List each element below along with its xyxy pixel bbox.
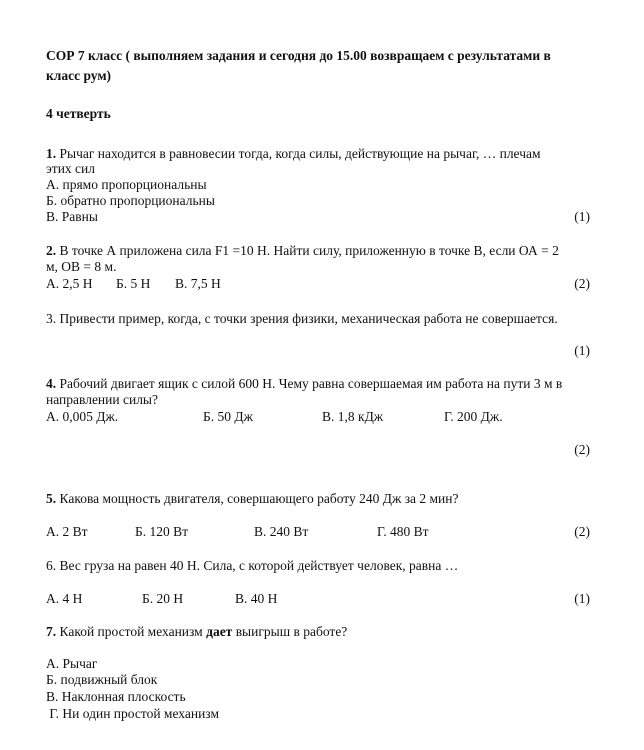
q4-option-a: А. 0,005 Дж.: [46, 409, 119, 424]
q2-text-line-1: [46, 243, 559, 259]
title-line-2: класс рум): [46, 68, 112, 83]
q4-number: 4.: [46, 376, 57, 391]
q2-option-c: В. 7,5 Н: [175, 276, 221, 291]
q7-option-a: А. Рычаг: [46, 656, 98, 671]
q1-number: 1.: [46, 146, 57, 161]
q7-number: 7.: [46, 624, 57, 639]
q5-option-b: Б. 120 Вт: [135, 524, 189, 539]
q4-option-d: Г. 200 Дж.: [444, 409, 503, 424]
q7-option-c: В. Наклонная плоскость: [46, 689, 186, 704]
q1-score: (1): [574, 209, 590, 224]
q5-text: Какова мощность двигателя, совершающего работу 240 Дж за 2 мин?: [56, 491, 459, 506]
q1-option-b: Б. обратно пропорциональны: [46, 193, 215, 208]
q7-text-line: [46, 624, 347, 640]
q5-option-d: Г. 480 Вт: [377, 524, 429, 539]
q7-option-b: Б. подвижный блок: [46, 672, 158, 687]
q6-option-b: Б. 20 Н: [142, 591, 184, 606]
q4-text: Рабочий двигает ящик с силой 600 Н. Чему равна совершаемая им работа на пути 3 м в: [56, 376, 563, 391]
q1-text: Рычаг находится в равновесии тогда, когда силы, действующие на рычаг, … плечам: [56, 146, 541, 161]
q1-option-c: В. Равны: [46, 209, 98, 224]
title-line-1: СОР 7 класс ( выполняем задания и сегодня до 15.00 возвращаем с результатами в: [46, 48, 551, 63]
quarter-heading: 4 четверть: [46, 106, 111, 121]
q6-option-c: В. 40 Н: [235, 591, 278, 606]
q7-text-end: выигрыш в работе?: [232, 624, 348, 639]
q4-text-line-2: направлении силы?: [46, 392, 158, 407]
q7-text-bold: дает: [206, 624, 233, 639]
q5-score: (2): [574, 524, 590, 539]
q5-number: 5.: [46, 491, 57, 506]
q6-text: 6. Вес груза на равен 40 Н. Сила, с которой действует человек, равна …: [46, 558, 459, 573]
q5-text-line: [46, 491, 459, 507]
q5-option-c: В. 240 Вт: [254, 524, 309, 539]
q2-text: В точке А приложена сила F1 =10 Н. Найти силу, приложенную в точке В, если ОА = 2: [56, 243, 559, 258]
q4-score: (2): [574, 442, 590, 457]
q3-score: (1): [574, 343, 590, 358]
q2-option-a: А. 2,5 Н: [46, 276, 93, 291]
q2-text-line-2: м, ОВ = 8 м.: [46, 259, 117, 274]
q4-option-b: Б. 50 Дж: [203, 409, 253, 424]
q6-option-a: А. 4 Н: [46, 591, 83, 606]
q1-option-a: А. прямо пропорциональны: [46, 177, 207, 192]
q2-score: (2): [574, 276, 590, 291]
q1-text-line-2: этих сил: [46, 161, 95, 176]
q4-option-c: В. 1,8 кДж: [322, 409, 384, 424]
q1-text-line-1: [46, 146, 541, 162]
q3-text: 3. Привести пример, когда, с точки зрения физики, механическая работа не совершается.: [46, 311, 558, 326]
q7-option-d: Г. Ни один простой механизм: [46, 706, 219, 721]
q6-score: (1): [574, 591, 590, 606]
q2-option-b: Б. 5 Н: [116, 276, 151, 291]
q7-text-start: Какой простой механизм: [56, 624, 207, 639]
q2-number: 2.: [46, 243, 57, 258]
q4-text-line-1: [46, 376, 562, 392]
q5-option-a: А. 2 Вт: [46, 524, 88, 539]
